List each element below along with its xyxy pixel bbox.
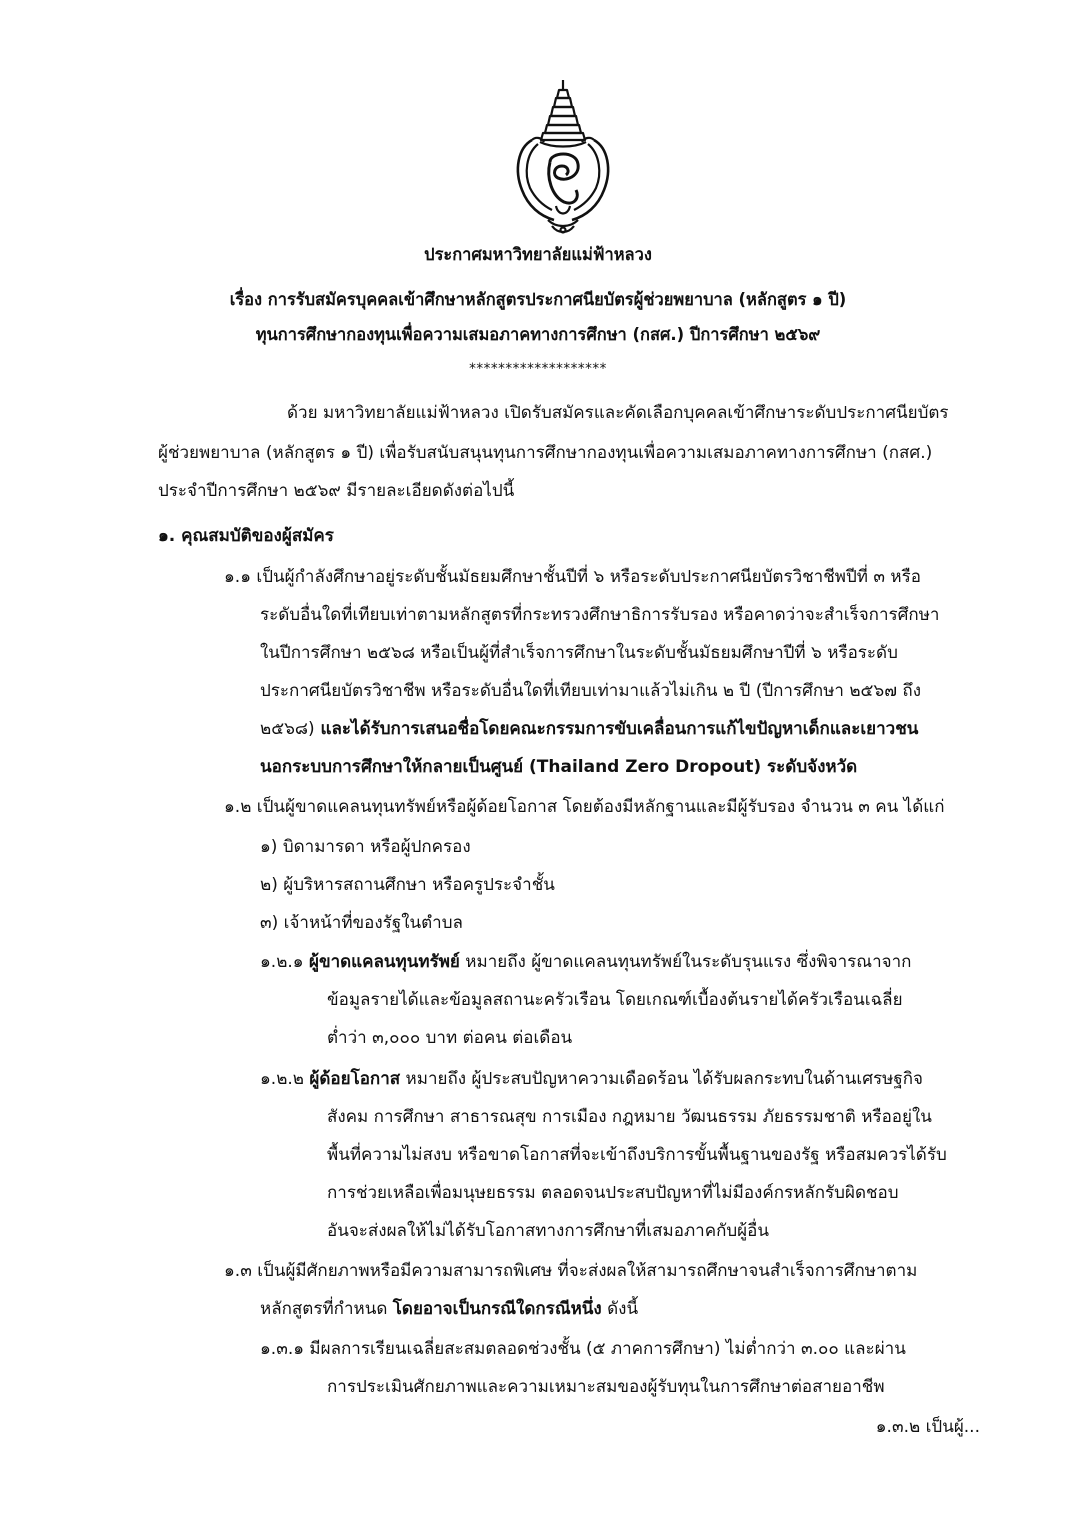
scholarship-line: ทุนการศึกษากองทุนเพื่อความเสมอภาคทางการศึกษา (กสศ.) ปีการศึกษา ๒๕๖๙: [255, 325, 821, 345]
university-emblem-logo: [512, 78, 614, 238]
continuation-marker: ๑.๓.๒ เป็นผู้...: [875, 1417, 980, 1437]
certifier-1: ๑) บิดามารดา หรือผู้ปกครอง: [260, 837, 471, 857]
item-1-3-case-note: โดยอาจเป็นกรณีใดกรณีหนึ่ง: [392, 1299, 602, 1319]
announcement-subject: เรื่อง การรับสมัครบุคคลเข้าศึกษาหลักสูตรประกาศนียบัตรผู้ช่วยพยาบาล (หลักสูตร ๑ ปี): [229, 290, 847, 310]
item-1-2-1-definition: หมายถึง ผู้ขาดแคลนทุนทรัพย์ในระดับรุนแรง ซึ่งพิจารณาจาก: [459, 952, 912, 972]
item-1-2-1-line-2: ข้อมูลรายได้และข้อมูลสถานะครัวเรือน โดยเกณฑ์เบื้องต้นรายได้ครัวเรือนเฉลี่ย: [327, 990, 903, 1010]
item-1-2-2-line-5: อันจะส่งผลให้ไม่ได้รับโอกาสทางการศึกษาที่เสมอภาคกับผู้อื่น: [327, 1221, 769, 1241]
section-1-heading: ๑. คุณสมบัติของผู้สมัคร: [158, 526, 334, 546]
item-1-3-as-follows: ดังนี้: [601, 1299, 639, 1319]
intro-line-2: ผู้ช่วยพยาบาล (หลักสูตร ๑ ปี) เพื่อรับสนับสนุนทุนการศึกษากองทุนเพื่อความเสมอภาคทางการศึกษา (กสศ.): [158, 443, 933, 463]
item-1-2-2-line-1: [260, 1068, 923, 1090]
item-1-1-line-2: ระดับอื่นใดที่เทียบเท่าตามหลักสูตรที่กระทรวงศึกษาธิการรับรอง หรือคาดว่าจะสำเร็จการศึกษา: [260, 605, 940, 625]
item-1-3-line-2: [260, 1298, 638, 1320]
item-1-1-line-6: นอกระบบการศึกษาให้กลายเป็นศูนย์ (Thailand Zero Dropout) ระดับจังหวัด: [260, 757, 858, 777]
item-1-2-2-line-4: การช่วยเหลือเพื่อมนุษยธรรม ตลอดจนประสบปัญหาที่ไม่มีองค์กรหลักรับผิดชอบ: [327, 1183, 899, 1203]
item-1-2-2-line-2: สังคม การศึกษา สาธารณสุข การเมือง กฎหมาย วัฒนธรรม ภัยธรรมชาติ หรืออยู่ใน: [327, 1107, 932, 1127]
item-1-1-year: ๒๕๖๘): [260, 719, 315, 739]
item-1-2-1-term: ผู้ขาดแคลนทุนทรัพย์: [309, 952, 460, 972]
item-1-2-2-definition: หมายถึง ผู้ประสบปัญหาความเดือดร้อน ได้รับผลกระทบในด้านเศรษฐกิจ: [400, 1069, 923, 1089]
separator-stars: *******************: [469, 361, 607, 377]
item-1-2-line: ๑.๒ เป็นผู้ขาดแคลนทุนทรัพย์หรือผู้ด้อยโอกาส โดยต้องมีหลักฐานและมีผู้รับรอง จำนวน ๓ คน ได้แก่: [224, 797, 945, 817]
item-1-1-line-4: ประกาศนียบัตรวิชาชีพ หรือระดับอื่นใดที่เทียบเท่ามาแล้วไม่เกิน ๒ ปี (ปีการศึกษา ๒๕๖๗ ถึง: [260, 681, 921, 701]
item-1-2-1-line-1: [260, 951, 911, 973]
announcement-title: ประกาศมหาวิทยาลัยแม่ฟ้าหลวง: [424, 245, 652, 265]
item-1-1-line-1: ๑.๑ เป็นผู้กำลังศึกษาอยู่ระดับชั้นมัธยมศึกษาชั้นปีที่ ๖ หรือระดับประกาศนียบัตรวิชาชีพปีที่ ๓ หรือ: [224, 567, 921, 587]
item-1-2-1-number: ๑.๒.๑: [260, 952, 309, 972]
item-1-3-curriculum: หลักสูตรที่กำหนด: [260, 1299, 393, 1319]
item-1-3-line-1: ๑.๓ เป็นผู้มีศักยภาพหรือมีความสามารถพิเศษ ที่จะส่งผลให้สามารถศึกษาจนสำเร็จการศึกษาตาม: [224, 1261, 918, 1281]
item-1-1-nomination: และได้รับการเสนอชื่อโดยคณะกรรมการขับเคลื่อนการแก้ไขปัญหาเด็กและเยาวชน: [314, 719, 919, 739]
item-1-2-2-line-3: พื้นที่ความไม่สงบ หรือขาดโอกาสที่จะเข้าถึงบริการขั้นพื้นฐานของรัฐ หรือสมควรได้รับ: [327, 1145, 947, 1165]
item-1-2-1-line-3: ต่ำว่า ๓,๐๐๐ บาท ต่อคน ต่อเดือน: [327, 1028, 573, 1048]
item-1-1-line-3: ในปีการศึกษา ๒๕๖๘ หรือเป็นผู้ที่สำเร็จการศึกษาในระดับชั้นมัธยมศึกษาปีที่ ๖ หรือระดับ: [260, 643, 898, 663]
item-1-2-2-number: ๑.๒.๒: [260, 1069, 310, 1089]
intro-line-3: ประจำปีการศึกษา ๒๕๖๙ มีรายละเอียดดังต่อไปนี้: [158, 481, 515, 501]
item-1-1-line-5: [260, 718, 918, 740]
certifier-3: ๓) เจ้าหน้าที่ของรัฐในตำบล: [260, 913, 463, 933]
certifier-2: ๒) ผู้บริหารสถานศึกษา หรือครูประจำชั้น: [260, 875, 555, 895]
item-1-2-2-term: ผู้ด้อยโอกาส: [309, 1069, 401, 1089]
item-1-3-1-line-1: ๑.๓.๑ มีผลการเรียนเฉลี่ยสะสมตลอดช่วงชั้น (๕ ภาคการศึกษา) ไม่ต่ำกว่า ๓.๐๐ และผ่าน: [260, 1339, 906, 1359]
intro-line-1: ด้วย มหาวิทยาลัยแม่ฟ้าหลวง เปิดรับสมัครและคัดเลือกบุคคลเข้าศึกษาระดับประกาศนียบัตร: [287, 403, 949, 423]
item-1-3-1-line-2: การประเมินศักยภาพและความเหมาะสมของผู้รับทุนในการศึกษาต่อสายอาชีพ: [327, 1377, 885, 1397]
